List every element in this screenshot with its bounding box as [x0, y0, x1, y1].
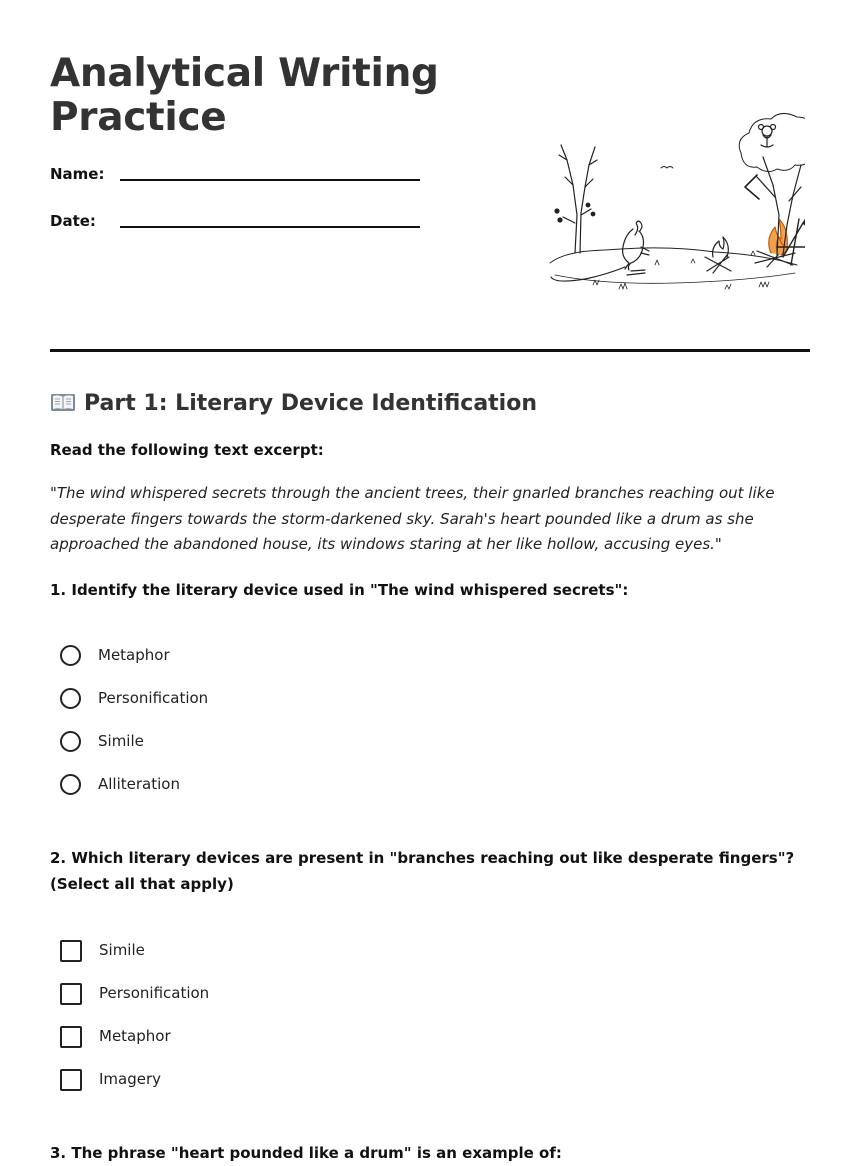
option-label: Personification: [98, 689, 209, 707]
date-blank-line[interactable]: [120, 226, 420, 228]
question-2-prompt: 2. Which literary devices are present in "branches reaching out like desperate fingers"? (Select all that apply): [50, 849, 795, 893]
checkbox[interactable]: [60, 940, 82, 962]
section-title-text: Part 1: Literary Device Identification: [84, 391, 537, 416]
header-divider: [50, 349, 810, 352]
worksheet-header: [50, 0, 810, 352]
question-1-option[interactable]: [60, 644, 208, 687]
worksheet-page: [50, 0, 810, 1162]
question-1-prompt: 1. Identify the literary device used in "The wind whispered secrets":: [50, 581, 629, 599]
name-blank-line[interactable]: [120, 179, 420, 181]
name-field: [50, 165, 104, 183]
option-label: Simile: [99, 941, 145, 959]
question-1-option[interactable]: [60, 773, 208, 816]
checkbox[interactable]: [60, 1069, 82, 1091]
question-1-option[interactable]: [60, 730, 208, 773]
page-title-line-2: Practice: [50, 95, 227, 140]
option-label: Simile: [98, 732, 144, 750]
radio-button[interactable]: [60, 688, 81, 709]
question-1-option[interactable]: [60, 687, 208, 730]
text-excerpt: "The wind whispered secrets through the ancient trees, their gnarled branches reaching out like desperate fingers towards the storm-darkened sky. Sarah's heart pounded like a drum as she approached the abandoned house, its windows staring at her like hollow, accusing eyes.": [50, 484, 775, 553]
question-3-prompt: 3. The phrase "heart pounded like a drum" is an example of:: [50, 1144, 562, 1162]
option-label: Alliteration: [98, 775, 180, 793]
radio-button[interactable]: [60, 774, 81, 795]
question-2-option[interactable]: [60, 982, 209, 1025]
name-label: Name:: [50, 165, 105, 183]
section-title-part-1: [50, 390, 537, 418]
page-title: [50, 52, 439, 140]
checkbox[interactable]: [60, 983, 82, 1005]
question-1-options: [60, 644, 208, 816]
checkbox[interactable]: [60, 1026, 82, 1048]
question-2-options: [60, 939, 209, 1111]
question-2-option[interactable]: [60, 939, 209, 982]
option-label: Metaphor: [98, 646, 170, 664]
outback-campfire-illustration: [545, 105, 805, 300]
option-label: Imagery: [99, 1070, 162, 1088]
date-label: Date:: [50, 212, 96, 230]
radio-button[interactable]: [60, 645, 81, 666]
question-2-option[interactable]: [60, 1068, 209, 1111]
excerpt-lead: Read the following text excerpt:: [50, 441, 324, 459]
question-2-option[interactable]: [60, 1025, 209, 1068]
open-book-icon: [50, 392, 76, 412]
option-label: Metaphor: [99, 1027, 171, 1045]
date-field: [50, 212, 96, 230]
page-title-line-1: Analytical Writing: [50, 51, 439, 96]
option-label: Personification: [99, 984, 210, 1002]
radio-button[interactable]: [60, 731, 81, 752]
